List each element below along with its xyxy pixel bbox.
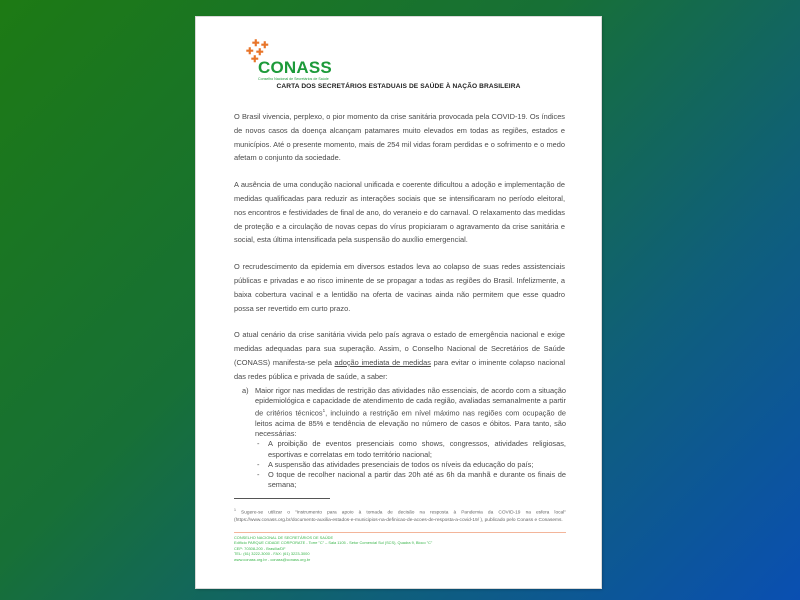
footnote-text: Sugere-se utilizar o "Instrumento para apoio à tomada de decisão na resposta à Pandemia da COVID-19 na esfera local" (https://www.conass.org.br/documento-auxilia-estados-e-municipios-na-definicao-de-acoes-de-resposta-a-covid-19/ ), publicado pelo Conass e Conasems. xyxy=(234,510,566,523)
footnote-ref: 1 xyxy=(322,408,326,414)
footnote-number: 1 xyxy=(234,508,236,512)
sub-list-item xyxy=(255,470,566,490)
emphasis-underlined: adoção imediata de medidas xyxy=(334,357,431,367)
bullet-dash: - xyxy=(257,439,260,449)
bullet-dash: - xyxy=(257,470,260,480)
footer-line: TEL: (61) 3222-3000 - FAX: (61) 3223-3000 xyxy=(234,551,310,557)
letterhead-footer xyxy=(234,535,566,562)
document-title: CARTA DOS SECRETÁRIOS ESTADUAIS DE SAÚDE À NAÇÃO BRASILEIRA xyxy=(276,83,521,90)
footer-line: www.conass.org.br - conass@conass.org.br xyxy=(234,556,311,562)
paragraph xyxy=(234,328,565,383)
footer-line: CONSELHO NACIONAL DE SECRETÁRIOS DE SAÚDE xyxy=(234,535,334,540)
sub-list-item xyxy=(255,439,566,459)
logo-subtitle: Conselho Nacional de Secretários de Saúde xyxy=(258,77,329,81)
document-body xyxy=(234,110,565,397)
footnote-divider xyxy=(234,498,330,499)
bullet-dash: - xyxy=(257,459,260,469)
paragraph-text: O atual cenário da crise sanitária vivida pelo país agrava o estado de emergência nacional e exige medidas adequadas para sua superação. Assim, o Conselho Nacional de Secretários de Saúde (CONASS) manifesta-se pela xyxy=(234,330,565,367)
paragraph: A ausência de uma condução nacional unificada e coerente dificultou a adoção e implementação de medidas qualificadas para reduzir as interações sociais que se intensificaram no período eleitoral, nos encontros e festividades de final de ano, do veraneio e do carnaval. O relaxamento das medidas de proteção e a circulação de novas cepas do vírus propiciaram o agravamento da crise sanitária e social, esta última intensificada pela suspensão do auxílio emergencial. xyxy=(234,180,565,245)
paragraph-text: para evitar o iminente colapso nacional das redes pública e privada de saúde, a saber: xyxy=(234,357,565,381)
footer-line: Edifício PARQUE CIDADE CORPORATE - Torre "C" – Sala 1105 - Setor Comercial Sul (SCS), Quadra 9, Bloco "C" xyxy=(234,540,433,546)
sub-item-text: O toque de recolher nacional a partir das 20h até as 6h da manhã e durante os finais de semana; xyxy=(268,470,566,490)
logo-wordmark: CONASS xyxy=(258,58,332,77)
conass-logo xyxy=(244,39,364,83)
document-page xyxy=(196,17,601,588)
paragraph: O recrudescimento da epidemia em diversos estados leva ao colapso de suas redes assistenciais públicas e privadas e ao risco iminente de se propagar a todas as regiões do Brasil. Infelizmente, a baixa cobertura vacinal e a lentidão na oferta de vacinas ainda não permitem que esse quadro possa ser revertido em curto prazo. xyxy=(234,262,565,313)
list-marker: a) xyxy=(242,386,249,395)
sub-item-text: A proibição de eventos presenciais como shows, congressos, atividades religiosas, esportivas e correlatas em todo território nacional; xyxy=(268,439,566,459)
sub-list-item xyxy=(255,460,566,470)
list-item-a xyxy=(242,386,566,491)
sub-list xyxy=(255,439,566,490)
sub-item-text: A suspensão das atividades presenciais de todos os níveis da educação do país; xyxy=(268,459,534,469)
item-text: , incluindo a restrição em nível máximo nas regiões com ocupação de leitos acima de 85% e tendência de elevação no número de casos e óbitos. Para tanto, são necessárias: xyxy=(255,408,567,439)
paragraph: O Brasil vivencia, perplexo, o pior momento da crise sanitária provocada pela COVID-19. Os índices de novos casos da doença alcançam patamares muito elevados em todas as regiões, estados e municípios. Até o presente momento, mais de 254 mil vidas foram perdidas e o sofrimento e o medo afetam o conjunto da sociedade. xyxy=(234,112,565,163)
footnote xyxy=(234,507,566,524)
cross-cluster-icon: ✚ ✚ ✚ ✚ ✚ xyxy=(246,38,269,64)
item-text: Maior rigor nas medidas de restrição das atividades não essenciais, de acordo com a situação epidemiológica e capacidade de atendimento de cada região, avaliadas semanalmente a partir de critérios técnicos xyxy=(255,386,566,418)
measures-list xyxy=(242,386,566,491)
footer-line: CEP: 70308-200 - Brasília/DF xyxy=(234,545,286,551)
footer-divider xyxy=(234,532,566,533)
